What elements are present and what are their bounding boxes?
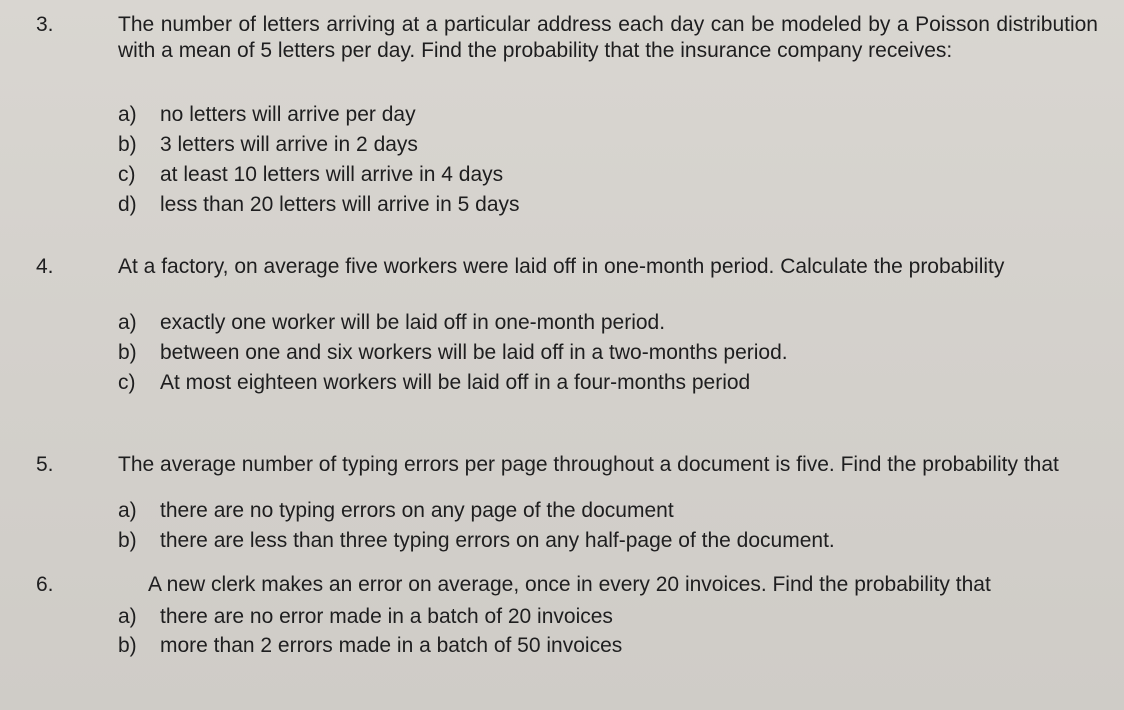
question-text: A new clerk makes an error on average, once in every 20 invoices. Find the probability that: [148, 573, 991, 596]
sub-question: [118, 100, 520, 130]
sub-question-list: [118, 496, 835, 556]
question-number: 5.: [36, 453, 54, 476]
question-text: At a factory, on average five workers were laid off in one-month period. Calculate the probability: [118, 255, 1005, 278]
sub-question-text: 3 letters will arrive in 2 days: [160, 133, 418, 156]
sub-question-text: at least 10 letters will arrive in 4 days: [160, 163, 504, 186]
sub-question-letter: a): [118, 605, 137, 628]
sub-question-text: there are no error made in a batch of 20 invoices: [160, 605, 613, 628]
sub-question: [118, 368, 788, 398]
sub-question-text: between one and six workers will be laid off in a two-months period.: [160, 341, 788, 364]
sub-question-text: exactly one worker will be laid off in one-month period.: [160, 311, 666, 334]
sub-question-text: less than 20 letters will arrive in 5 days: [160, 193, 520, 216]
sub-question: [118, 526, 835, 556]
sub-question-text: no letters will arrive per day: [160, 103, 416, 126]
sub-question-text: more than 2 errors made in a batch of 50 invoices: [160, 634, 623, 657]
sub-question-letter: d): [118, 193, 137, 216]
question-number: 3.: [36, 13, 54, 36]
sub-question-text: there are no typing errors on any page of the document: [160, 499, 674, 522]
question-text: The number of letters arriving at a particular address each day can be modeled by a Poisson distribution with a mean of 5 letters per day. Find the probability that the insurance company receives:: [118, 13, 1098, 62]
sub-question-letter: c): [118, 371, 136, 394]
question-text: The average number of typing errors per page throughout a document is five. Find the probability that: [118, 453, 1059, 476]
sub-question-text: there are less than three typing errors on any half-page of the document.: [160, 529, 835, 552]
sub-question: [118, 130, 520, 160]
sub-question-letter: b): [118, 133, 137, 156]
sub-question: [118, 338, 788, 368]
sub-question-letter: c): [118, 163, 136, 186]
sub-question-letter: a): [118, 499, 137, 522]
sub-question: [118, 160, 520, 190]
question-number: 6.: [36, 573, 54, 596]
sub-question-letter: b): [118, 634, 137, 657]
sub-question: [118, 496, 835, 526]
sub-question: [118, 190, 520, 220]
sub-question-list: [118, 100, 520, 220]
sub-question: [118, 631, 622, 660]
sub-question-letter: a): [118, 311, 137, 334]
sub-question: [118, 602, 622, 631]
question-number: 4.: [36, 255, 54, 278]
sub-question-list: [118, 308, 788, 398]
sub-question-list: [118, 602, 622, 660]
sub-question-text: At most eighteen workers will be laid off in a four-months period: [160, 371, 751, 394]
sub-question-letter: b): [118, 341, 137, 364]
sub-question-letter: b): [118, 529, 137, 552]
sub-question: [118, 308, 788, 338]
sub-question-letter: a): [118, 103, 137, 126]
